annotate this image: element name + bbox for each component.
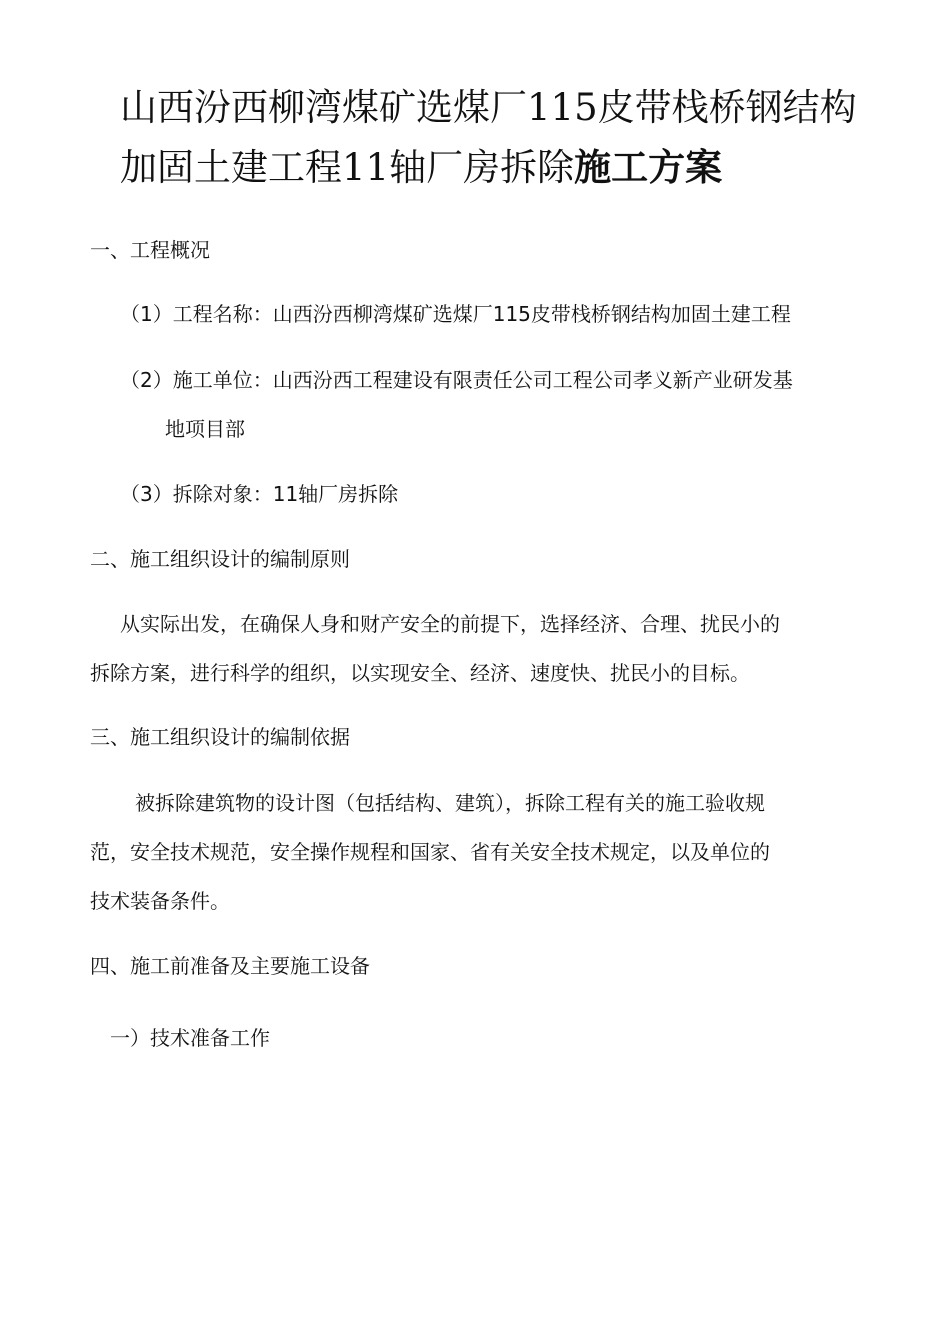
- section-3-heading: 三、施工组织设计的编制依据: [90, 725, 350, 749]
- basis-paragraph-line-1: 被拆除建筑物的设计图（包括结构、建筑），拆除工程有关的施工验收规: [135, 791, 765, 815]
- principle-paragraph-line-2: 拆除方案，进行科学的组织，以实现安全、经济、速度快、扰民小的目标。: [90, 661, 750, 685]
- section-1-heading: 一、工程概况: [90, 238, 210, 262]
- contractor-item: （2）施工单位：山西汾西工程建设有限责任公司工程公司孝义新产业研发基: [120, 368, 793, 392]
- title-main: 山西汾西柳湾煤矿选煤厂115皮带栈桥钢结构加固土建工程11轴厂房拆除: [120, 86, 857, 189]
- demolition-target-item: （3）拆除对象：11轴厂房拆除: [120, 482, 399, 506]
- section-2-heading: 二、施工组织设计的编制原则: [90, 547, 350, 571]
- technical-preparation-subheading: 一）技术准备工作: [110, 1026, 270, 1050]
- principle-paragraph-line-1: 从实际出发，在确保人身和财产安全的前提下，选择经济、合理、扰民小的: [120, 612, 780, 636]
- basis-paragraph-line-3: 技术装备条件。: [90, 889, 230, 913]
- section-4-heading: 四、施工前准备及主要施工设备: [90, 954, 370, 978]
- document-title: [120, 78, 880, 198]
- title-emphasis: 施工方案: [574, 146, 723, 189]
- contractor-item-continuation: 地项目部: [165, 417, 245, 441]
- project-name-item: （1）工程名称：山西汾西柳湾煤矿选煤厂115皮带栈桥钢结构加固土建工程: [120, 302, 791, 326]
- basis-paragraph-line-2: 范，安全技术规范，安全操作规程和国家、省有关安全技术规定，以及单位的: [90, 840, 770, 864]
